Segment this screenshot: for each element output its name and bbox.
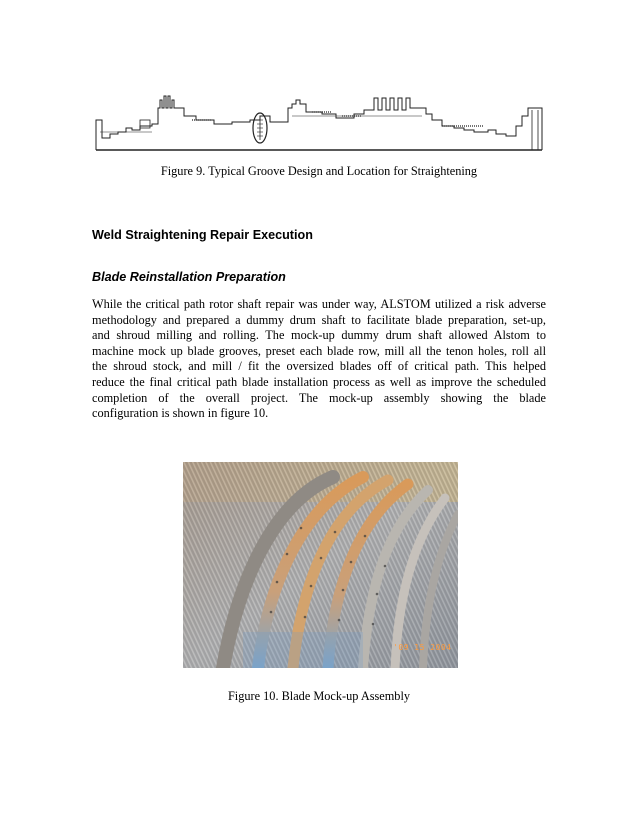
photo-date-stamp: '09 15 2004: [393, 643, 452, 652]
figure-9-rotor-profile-drawing: [92, 86, 544, 160]
subsection-heading: Blade Reinstallation Preparation: [92, 270, 286, 284]
body-paragraph: [92, 297, 546, 422]
paragraph-line: completion of the overall project. The mock-up assembly showing the blade: [92, 390, 546, 405]
section-heading: Weld Straightening Repair Execution: [92, 228, 313, 242]
paragraph-line: methodology and prepared a dummy drum shaft to facilitate blade preparation, set-up,: [92, 312, 546, 327]
paragraph-line: configuration is shown in figure 10.: [92, 406, 269, 421]
paragraph-line: and shroud milling and rolling. The mock-up dummy drum shaft allowed Alstom to: [92, 328, 546, 343]
paragraph-line: While the critical path rotor shaft repair was under way, ALSTOM utilized a risk adverse: [92, 297, 546, 311]
figure-10-caption: Figure 10. Blade Mock-up Assembly: [227, 689, 411, 703]
paragraph-line: the shroud stock, and mill / fit the oversized blades off of critical path. This helped: [92, 359, 546, 374]
figure-10-blade-photo: [183, 462, 458, 668]
figure-9-caption: Figure 9. Typical Groove Design and Location for Straightening: [160, 164, 478, 178]
paragraph-line: reduce the final critical path blade installation process as well as improve the scheduled: [92, 374, 546, 389]
paragraph-line: machine mock up blade grooves, preset each blade row, mill all the tenon holes, roll all: [92, 343, 546, 358]
